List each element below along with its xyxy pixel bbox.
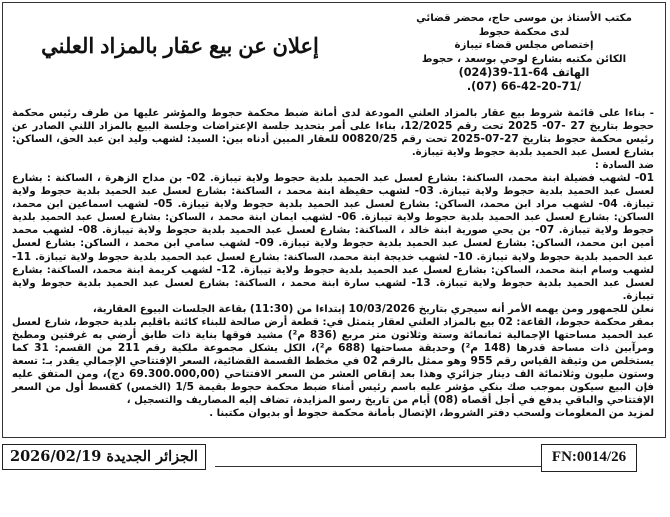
party-details: لشهب ايمان ابنة محمد ، الساكن: بشارع لعسل عبد الحميد بلدية حجوط ولاية تيبازة.	[12, 212, 655, 237]
reference-badge: FN:0014/26	[541, 444, 637, 472]
deposit-fraction: 1/5	[175, 380, 194, 393]
paragraph-sale-date: نعلن للجمهور ومن يهمه الأمر أنه سيجري بتاريخ 10/03/2026 إبتداءا من (11:30) بقاعة الجلسات البيوع العقارية،	[92, 302, 654, 315]
party-number: 08-	[78, 224, 98, 237]
party-number: 13-	[411, 276, 431, 289]
party-details: لشهب فضيلة ابنة محمد، الساكنة: بشارع لعسل عبد الحميد بلدية حجوط ولاية تيبازة.	[210, 173, 631, 185]
office-jurisdiction: إختصاص مجلس قضاء تيبازة	[454, 40, 594, 52]
party-number: 12-	[216, 263, 236, 276]
garden-area: (688 م²)	[315, 341, 366, 354]
office-phone: الهاتف 64-11-39(024)	[458, 66, 590, 80]
office-mobile: /66-42-20-71 (07).	[466, 79, 582, 93]
party-number: 07-	[535, 224, 555, 237]
party-details: لشهب كريمة ابنة محمد، الساكنة: بشارع لعسل عبد الحميد بلدية حجوط ولاية تيبازة.	[12, 264, 654, 289]
party-details: لشهب سامي ابن محمد ، الساكن: بشارع لعسل عبد الحميد بلدية حجوط ولاية تيبازة.	[12, 238, 655, 263]
party-number: 01-	[634, 172, 655, 185]
party-number: 09-	[254, 237, 274, 250]
paragraph-procedure: - بناءا على قائمة شروط بيع عقار بالمزاد العلني المودعة لدى أمانة ضبط محكمة حجوط والمؤشر عليها من طرف رئيس محكمة حجوط بتاريخ 27 -07- 2025 تحت رقم 12/2025، بناءا على أمر بتحديد جلسة الإعتراضات وجلسة البيع بالمزاد اللني الصادر عن رئيس محكمة حجوط بتاريخ 27-07-2025 تحت رقم 00820/25 للعقار المبين أدناه بين: السيد: لشهب وليد ابن عبد الحق، الساكن: بشارع لعسل عبد الحميد بلدية حجوط ولاية تيبازة.	[12, 108, 655, 159]
publication-date: 2026/02/19	[10, 448, 102, 465]
paragraph-contact: لمزيد من المعلومات ولسحب دفتر الشروط، الإتصال بأمانة محكمة حجوط أو بديوان مكتبنا .	[209, 408, 654, 420]
lot-number: 211	[117, 341, 140, 354]
party-number: 03-	[414, 185, 434, 198]
party-number: 04-	[598, 198, 618, 211]
notice-title: إعلان عن بيع عقار بالمزاد العلني	[41, 35, 319, 58]
list-number: 12/2025	[404, 120, 453, 133]
office-address: الكائن مكتبه بشارع لوحي بوسعد ، حجوط	[421, 53, 627, 65]
party-number: 10-	[453, 250, 473, 263]
section-number: 31	[34, 341, 49, 354]
plot-number: 02	[363, 354, 378, 367]
payment-days: (08)	[433, 394, 459, 407]
party-number: 11-	[12, 250, 32, 263]
room-number: 02	[498, 315, 513, 328]
against-label: ضد السادة :	[594, 160, 654, 172]
party-details: لشهب محمد أمين ابن محمد، الساكن: بشارع لعسل عبد الحميد بلدية حجوط ولاية تيبازة.	[12, 225, 655, 250]
newspaper-name: الجزائر الجديدة	[106, 448, 198, 465]
sale-date: 10/03/2026	[348, 302, 416, 315]
party-details: بن مداح الزهرة ، الساكنة : بشارع لعسل عبد الحميد بلدية حجوط ولاية تيبازة.	[12, 173, 655, 198]
party-details: لشهب سارة ابنة محمد ، الساكنة: بشارع لعسل عبد الحميد بلدية حجوط ولاية تيبازة.	[12, 277, 654, 302]
party-number: 02-	[186, 172, 206, 185]
office-name: مكتب الأستاذ بن موسى حاج، محضر قضائي	[416, 13, 632, 24]
survey-number: 955	[470, 354, 493, 367]
sale-time: (11:30)	[249, 302, 294, 315]
party-details: لشهب وسام ابنة محمد، الساكن: بشارع لعسل عبد الحميد بلدية حجوط ولاية تيبازة.	[240, 264, 655, 276]
newspaper-badge	[2, 444, 206, 470]
built-area: (148 م²)	[460, 341, 511, 354]
party-details: لشهب مراد ابن محمد، الساكن: بشارع لعسل عبد الحميد بلدية حجوط ولاية تيبازة.	[177, 199, 594, 211]
paragraph-property: بمقر محكمة حجوط، القاعة: 02 بيع بالمزاد العلني لعقار يتمثل في: قطعة أرض صالحة للبناء كائنة باقليم بلدية حجوط، شارع لعسل عبد الحميد مساحتها الإجمالية ثمانمائة وستة وثلاثون متر مربع (836 م²) مشيد فوقها بناية ذات طابق أرضي به غرفتين ومطبخ ومرآبين ذات مساحة قدرها (148 م²) وحديقة مساحتها (688 م²)، الكل يشكل مجموعة ملكية رقم 211 من القسم: 31 كما يستخلص من وثيقة القياس رقم 955 وهو ممثل بالرقم 02 في مخطط القسمة القضائية، السعر الإفتتاحي الإجمالي يقدر بـ: تسعة وستون مليون وثلاثمائة الف دينار جزائري وهذا بعد إنقاص العشر من السعر الافتتاحي (69.300.000,00 دج)، ومن المتفق عليه فإن البيع سيكون بموجب صك بنكي مؤشر عليه باسم رئيس أمناء ضبط محكمة حجوط بقيمة 1/5 (الخمس) كقسط أول من السعر الإفتتاحي والباقي يدفع في أجل أقصاه (08) أيام من تاريخ رسو المزايدة، تضاف إليه المصاريف والتسجيل ،	[12, 315, 655, 407]
party-details: لشهب اسماعين ابن محمد، الساكن: بشارع لعسل عبد الحميد بلدية حجوط ولاية تيبازة.	[12, 199, 654, 224]
office-court: لدى محكمة حجوط	[478, 26, 570, 38]
notice-body	[12, 107, 654, 420]
order-date: 27-07-2025	[450, 133, 519, 146]
list-date: 27 -07- 2025	[507, 120, 586, 133]
party-details: لشهب خديجة ابنة محمد، الساكنة: بشارع لعسل عبد الحميد بلدية حجوط ولاية تيبازة.	[35, 251, 450, 263]
party-details: لشهب حفيظة ابنة محمد ، الساكنة: بشارع لعسل عبد الحميد بلدية حجوط ولاية تيبازة.	[12, 186, 654, 211]
party-number: 05-	[153, 198, 173, 211]
party-number: 06-	[337, 211, 357, 224]
total-area: (836 م²)	[287, 328, 337, 341]
party-details: بن يحي صورية ابنة خالد ، الساكنة: بشارع لعسل عبد الحميد بلدية حجوط ولاية تيبازة.	[101, 225, 531, 237]
bailiff-office-header	[394, 12, 654, 94]
order-number: 00820/25	[342, 133, 398, 146]
parties-list	[12, 172, 654, 302]
frame-bottom-border	[215, 466, 541, 467]
opening-price: (69.300.000,00 دج)	[106, 367, 220, 380]
